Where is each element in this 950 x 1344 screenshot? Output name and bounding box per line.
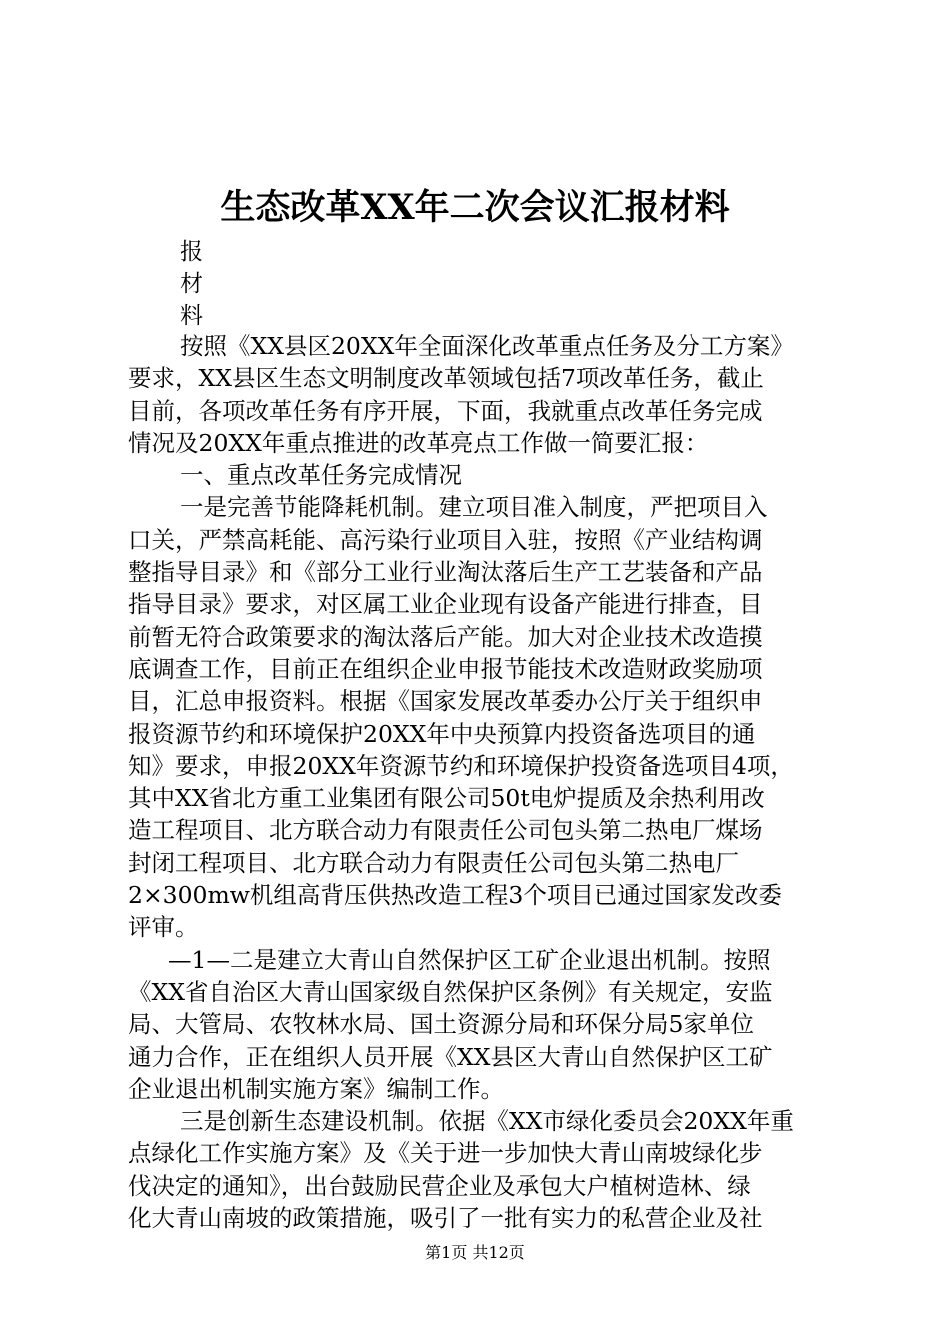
paragraph-line: 《XX省自治区大青山国家级自然保护区条例》有关规定，安监 [128,977,773,1006]
document-title: 生态改革XX年二次会议汇报材料 [220,187,730,228]
document-body [128,330,828,1234]
paragraph-line: 情况及20XX年重点推进的改革亮点工作做一简要汇报： [128,428,709,457]
vertical-char: 料 [180,303,203,329]
page-footer: 第1页 共12页 [425,1243,525,1262]
paragraph-line: —1—二是建立大青山自然保护区工矿企业退出机制。按照 [168,945,771,974]
paragraph-line: 口关，严禁高耗能、高污染行业项目入驻，按照《产业结构调 [128,525,763,554]
vertical-char: 材 [180,271,203,297]
paragraph-line: 化大青山南坡的政策措施，吸引了一批有实力的私营企业及社 [128,1204,763,1233]
paragraph-line: 前暂无符合政策要求的淘汰落后产能。加大对企业技术改造摸 [128,622,763,651]
paragraph-line: 通力合作，正在组织人员开展《XX县区大青山自然保护区工矿 [128,1042,773,1071]
paragraph-line: 2×300mw机组高背压供热改造工程3个项目已通过国家发改委 [128,881,782,910]
paragraph-line: 一、重点改革任务完成情况 [180,461,462,490]
paragraph-line: 指导目录》要求，对区属工业企业现有设备产能进行排查，目 [128,590,763,619]
paragraph-line: 按照《XX县区20XX年全面深化改革重点任务及分工方案》 [180,332,794,360]
paragraph-line: 一是完善节能降耗机制。建立项目准入制度，严把项目入 [180,493,768,522]
paragraph-line: 整指导目录》和《部分工业行业淘汰落后生产工艺装备和产品 [128,558,763,587]
paragraph-line: 底调查工作，目前正在组织企业申报节能技术改造财政奖励项 [128,654,763,683]
paragraph-line: 企业退出机制实施方案》编制工作。 [128,1074,504,1103]
paragraph-line: 局、大管局、农牧林水局、国土资源分局和环保分局5家单位 [128,1010,754,1039]
paragraph-line: 伐决定的通知》，出台鼓励民营企业及承包大户植树造林、绿 [128,1171,751,1200]
paragraph-line: 点绿化工作实施方案》及《关于进一步加快大青山南坡绿化步 [128,1139,763,1168]
vertical-char: 报 [180,239,203,265]
paragraph-line: 封闭工程项目、北方联合动力有限责任公司包头第二热电厂 [128,848,739,877]
paragraph-line: 造工程项目、北方联合动力有限责任公司包头第二热电厂煤场 [128,816,763,845]
paragraph-line: 要求，XX县区生态文明制度改革领域包括7项改革任务，截止 [128,364,764,393]
paragraph-line: 报资源节约和环境保护20XX年中央预算内投资备选项目的通 [128,719,756,748]
paragraph-line: 评审。 [128,913,199,942]
paragraph-line: 其中XX省北方重工业集团有限公司50t电炉提质及余热利用改 [128,784,765,813]
paragraph-line: 目前，各项改革任务有序开展，下面，我就重点改革任务完成 [128,396,763,425]
paragraph-line: 知》要求，申报20XX年资源节约和环境保护投资备选项目4项， [128,751,794,780]
paragraph-line: 目，汇总申报资料。根据《国家发展改革委办公厅关于组织申 [128,687,763,716]
paragraph-line: 三是创新生态建设机制。依据《XX市绿化委员会20XX年重 [180,1107,794,1136]
